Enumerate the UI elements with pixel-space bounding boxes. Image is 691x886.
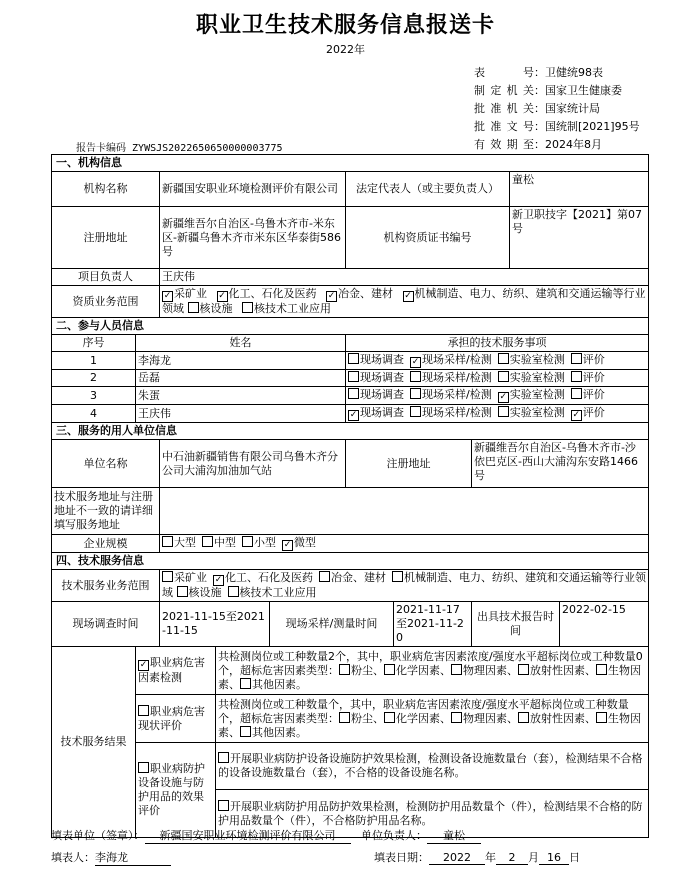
org-name-label: 机构名称 — [52, 172, 160, 207]
result-item[interactable]: 职业病防护设备设施与防护用品的效果评价 — [136, 743, 216, 838]
scope-option[interactable]: 核设施 — [188, 302, 233, 315]
checkbox-icon — [498, 392, 509, 403]
task-option[interactable]: 现场采样/检测 — [410, 388, 492, 401]
service-address-value[interactable] — [160, 488, 649, 535]
legal-rep-value: 童松 — [510, 172, 649, 207]
task-option[interactable]: 现场调查 — [348, 371, 404, 384]
checkbox-icon — [571, 388, 582, 399]
checkbox-icon — [571, 410, 582, 421]
checkbox-icon — [339, 664, 350, 675]
scope-option[interactable]: ✓ 机械制造、电力、纺织、建筑和交通运输等行业领域 — [162, 287, 646, 315]
year-label: 2022年 — [326, 43, 365, 56]
checkbox-icon — [240, 678, 251, 689]
meta-row: 表 号：卫健统98表 — [474, 66, 603, 79]
fill-unit-field[interactable]: 新疆国安职业环境检测评价有限公司 — [145, 827, 351, 844]
checkbox-icon — [498, 371, 509, 382]
scope-option[interactable]: 核设施 — [177, 586, 222, 599]
result-detail[interactable]: 开展职业病防护设备设施防护效果检测，检测设备设施数量台（套），检测结果不合格的设备设施数量台（套），不合格的设备设施名称。 — [216, 743, 649, 790]
result-item[interactable]: ✓职业病危害因素检测 — [136, 647, 216, 695]
checkbox-icon — [202, 536, 213, 547]
staff-tasks — [346, 370, 649, 387]
service-scope-label: 技术服务业务范围 — [52, 570, 160, 602]
checkbox-icon — [188, 302, 199, 313]
task-option[interactable]: 现场采样/检测 — [410, 406, 492, 419]
checkbox-icon — [138, 705, 149, 716]
checkbox-icon — [498, 406, 509, 417]
project-leader-label: 项目负责人 — [52, 269, 160, 286]
survey-time-value: 2021-11-15至2021-11-15 — [160, 602, 270, 647]
checkbox-icon — [348, 388, 359, 399]
footer-date-row: 填表日期： 2022 年 2 月 16 日 — [374, 851, 580, 864]
col-header-name: 姓名 — [136, 335, 346, 352]
reg-address-label: 注册地址 — [52, 207, 160, 269]
scope-option[interactable]: ✓ 化工、石化及医药 — [217, 287, 317, 300]
checkbox-icon — [138, 660, 149, 671]
checkbox-icon — [348, 371, 359, 382]
checkbox-icon — [596, 664, 607, 675]
report-time-label: 出具技术报告时间 — [472, 602, 560, 647]
meta-row: 批准文号：国统制[2021]95号 — [474, 120, 640, 133]
col-header-tasks: 承担的技术服务事项 — [346, 335, 649, 352]
meta-row: 有效期至：2024年8月 — [474, 138, 602, 151]
checkbox-icon — [228, 586, 239, 597]
leader-field[interactable]: 童松 — [427, 827, 481, 844]
staff-row: 1 李海龙 现场调查✓ 现场采样/检测 实验室检测 评价 — [52, 352, 649, 370]
service-address-label: 技术服务地址与注册地址不一致的请详细填写服务地址 — [52, 488, 160, 535]
checkbox-icon — [384, 664, 395, 675]
checkbox-icon — [138, 762, 149, 773]
task-option[interactable]: ✓ 现场采样/检测 — [410, 353, 492, 366]
size-option[interactable]: 小型 — [242, 536, 276, 549]
checkbox-icon — [571, 371, 582, 382]
staff-row: 4 王庆伟 ✓ 现场调查 现场采样/检测 实验室检测✓ 评价 — [52, 405, 649, 423]
result-item[interactable]: 职业病危害现状评价 — [136, 695, 216, 743]
checkbox-icon — [162, 536, 173, 547]
footer-filler-row: 填表人：李海龙 — [51, 849, 171, 866]
size-option[interactable]: 大型 — [162, 536, 196, 549]
checkbox-icon — [410, 406, 421, 417]
checkbox-icon — [217, 291, 228, 302]
service-result-label: 技术服务结果 — [52, 647, 136, 838]
legal-rep-label: 法定代表人（或主要负责人） — [346, 172, 510, 207]
staff-tasks — [346, 352, 649, 370]
task-option[interactable]: 实验室检测 — [498, 353, 565, 366]
checkbox-icon — [451, 712, 462, 723]
scope-option[interactable]: 核技术工业应用 — [228, 586, 317, 599]
section-header-org: 一、机构信息 — [52, 155, 649, 172]
staff-row: 2 岳磊 现场调查 现场采样/检测 实验室检测 评价 — [52, 370, 649, 387]
section-header-employer: 三、服务的用人单位信息 — [52, 423, 649, 440]
checkbox-icon — [162, 571, 173, 582]
footer-unit-row: 填表单位（签章）： 新疆国安职业环境检测评价有限公司 单位负责人： 童松 — [51, 827, 481, 844]
task-option[interactable]: 现场采样/检测 — [410, 371, 492, 384]
checkbox-icon — [162, 291, 173, 302]
meta-row: 批准机关：国家统计局 — [474, 102, 600, 115]
result-detail[interactable]: 开展职业病防护用品防护效果检测，检测防护用品数量个（件），检测结果不合格的防护用品数量个（件），不合格防护用品名称。 — [216, 790, 649, 838]
checkbox-icon — [410, 371, 421, 382]
checkbox-icon — [242, 302, 253, 313]
task-option[interactable]: ✓ 实验室检测 — [498, 388, 565, 401]
size-option[interactable]: 中型 — [202, 536, 236, 549]
form-meta — [474, 64, 640, 154]
checkbox-icon — [242, 536, 253, 547]
task-option[interactable]: 实验室检测 — [498, 406, 565, 419]
reg-address-value: 新疆维吾尔自治区-乌鲁木齐市-米东区-新疆乌鲁木齐市米东区华泰街586号 — [160, 207, 346, 269]
task-option[interactable]: 评价 — [571, 353, 605, 366]
checkbox-icon — [348, 410, 359, 421]
task-option[interactable]: ✓ 现场调查 — [348, 406, 404, 419]
checkbox-icon — [392, 571, 403, 582]
date-year-field[interactable]: 2022 — [429, 851, 485, 865]
task-option[interactable]: 实验室检测 — [498, 371, 565, 384]
checkbox-icon — [213, 575, 224, 586]
checkbox-icon — [240, 726, 251, 737]
cert-no-label: 机构资质证书编号 — [346, 207, 510, 269]
employer-address-value: 新疆维吾尔自治区-乌鲁木齐市-沙依巴克区-西山大浦沟东安路1466号 — [472, 440, 649, 488]
checkbox-icon — [282, 540, 293, 551]
checkbox-icon — [339, 712, 350, 723]
filler-field[interactable]: 李海龙 — [95, 849, 171, 866]
checkbox-icon — [518, 664, 529, 675]
result-detail: 共检测岗位或工种数量个，其中，职业病危害因素浓度/强度水平超标岗位或工种数量个，超标危害因素类型： 粉尘、 化学因素、 物理因素、 放射性因素、 生物因素、 其他因素。 — [216, 695, 649, 743]
sampling-time-label: 现场采样/测量时间 — [270, 602, 394, 647]
checkbox-icon — [326, 291, 337, 302]
page-title: 职业卫生技术服务信息报送卡 — [195, 12, 495, 38]
org-name-value: 新疆国安职业环境检测评价有限公司 — [160, 172, 346, 207]
report-table — [51, 154, 649, 838]
checkbox-icon — [403, 291, 414, 302]
date-month-field[interactable]: 2 — [496, 851, 528, 865]
qualification-scope-label: 资质业务范围 — [52, 286, 160, 318]
scope-option[interactable]: 机械制造、电力、纺织、建筑和交通运输等行业领域 — [162, 571, 646, 599]
project-leader-value: 王庆伟 — [160, 269, 649, 286]
scope-option[interactable]: 冶金、建材 — [319, 571, 386, 584]
checkbox-icon — [348, 353, 359, 364]
checkbox-icon — [319, 571, 330, 582]
task-option[interactable]: 评价 — [571, 371, 605, 384]
cert-no-value: 新卫职技字【2021】第07号 — [510, 207, 649, 269]
task-option[interactable]: ✓ 评价 — [571, 406, 605, 419]
section-header-staff: 二、参与人员信息 — [52, 318, 649, 335]
employer-name-value: 中石油新疆销售有限公司乌鲁木齐分公司大浦沟加油加气站 — [160, 440, 346, 488]
qualification-scope-options — [160, 286, 649, 318]
result-detail: 共检测岗位或工种数量2个，其中，职业病危害因素浓度/强度水平超标岗位或工种数量0个，超标危害因素类型： 粉尘、 化学因素、 物理因素、 放射性因素、 生物因素、 其他因素。 — [216, 647, 649, 695]
checkbox-icon — [384, 712, 395, 723]
checkbox-icon — [571, 353, 582, 364]
enterprise-size-options — [160, 535, 649, 553]
date-day-field[interactable]: 16 — [539, 851, 569, 865]
employer-name-label: 单位名称 — [52, 440, 160, 488]
report-number: 报告卡编码 ZYWSJS2022650650000003775 — [76, 143, 283, 154]
checkbox-icon — [177, 586, 188, 597]
checkbox-icon — [410, 388, 421, 399]
enterprise-size-label: 企业规模 — [52, 535, 160, 553]
task-option[interactable]: 现场调查 — [348, 353, 404, 366]
checkbox-icon — [451, 664, 462, 675]
task-option[interactable]: 评价 — [571, 388, 605, 401]
section-header-service: 四、技术服务信息 — [52, 553, 649, 570]
service-scope-options — [160, 570, 649, 602]
staff-tasks — [346, 405, 649, 423]
col-header-no: 序号 — [52, 335, 136, 352]
checkbox-icon — [518, 712, 529, 723]
checkbox-icon — [218, 752, 229, 763]
report-time-value: 2022-02-15 — [560, 602, 649, 647]
size-option[interactable]: ✓ 微型 — [282, 536, 316, 549]
scope-option[interactable]: ✓采矿业 — [162, 287, 207, 300]
checkbox-icon — [596, 712, 607, 723]
checkbox-icon — [498, 353, 509, 364]
employer-address-label: 注册地址 — [346, 440, 472, 488]
scope-option[interactable]: 采矿业 — [162, 571, 207, 584]
checkbox-icon — [410, 357, 421, 368]
meta-row: 制定机关：国家卫生健康委 — [474, 84, 622, 97]
scope-option[interactable]: 核技术工业应用 — [242, 302, 331, 315]
staff-row: 3 朱蛋 现场调查 现场采样/检测✓ 实验室检测 评价 — [52, 387, 649, 405]
task-option[interactable]: 现场调查 — [348, 388, 404, 401]
survey-time-label: 现场调查时间 — [52, 602, 160, 647]
sampling-time-value: 2021-11-17至2021-11-20 — [394, 602, 472, 647]
scope-option[interactable]: ✓ 化工、石化及医药 — [213, 571, 313, 584]
checkbox-icon — [218, 800, 229, 811]
staff-tasks — [346, 387, 649, 405]
scope-option[interactable]: ✓ 冶金、建材 — [326, 287, 393, 300]
